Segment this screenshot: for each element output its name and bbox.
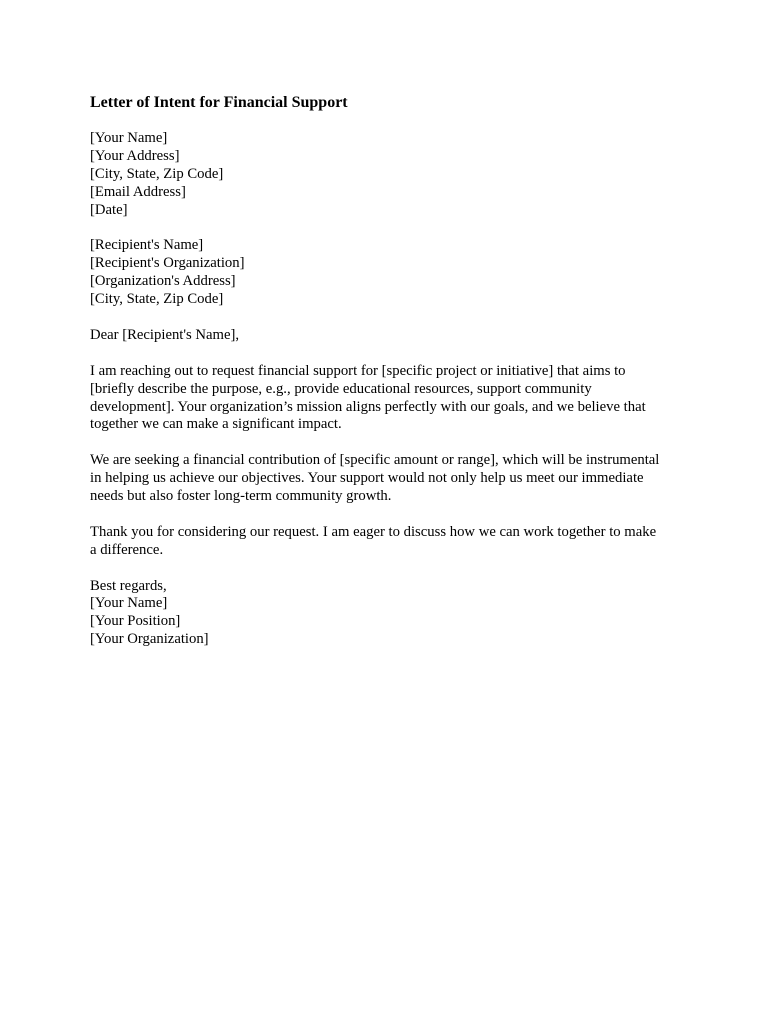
- recipient-address: [Organization's Address]: [90, 273, 236, 290]
- letter-title: Letter of Intent for Financial Support: [90, 94, 348, 111]
- body-paragraph-1: [90, 363, 690, 435]
- paragraph-line: a difference.: [90, 541, 164, 558]
- paragraph-line: [briefly describe the purpose, e.g., provide educational resources, support community: [90, 380, 592, 397]
- paragraph-line: We are seeking a financial contribution of [specific amount or range], which will be instrumental: [90, 452, 660, 469]
- sender-email: [Email Address]: [90, 183, 186, 200]
- paragraph-line: in helping us achieve our objectives. Your support would not only help us meet our immediate: [90, 470, 644, 487]
- salutation: [90, 327, 690, 345]
- sender-name: [Your Name]: [90, 130, 168, 146]
- paragraph-line: development]. Your organization’s mission aligns perfectly with our goals, and we believe that: [90, 398, 646, 415]
- salutation-text: Dear [Recipient's Name],: [90, 326, 240, 343]
- body-paragraph-2: [90, 452, 690, 506]
- paragraph-line: needs but also foster long-term community growth.: [90, 488, 392, 505]
- body-paragraph-3: [90, 524, 690, 560]
- paragraph-line: I am reaching out to request financial support for [specific project or initiative] that aims to: [90, 362, 626, 379]
- valediction: Best regards,: [90, 577, 167, 594]
- recipient-city-state-zip: [City, State, Zip Code]: [90, 291, 224, 308]
- recipient-organization: [Recipient's Organization]: [90, 255, 245, 272]
- letter-document: [90, 93, 690, 667]
- signer-name: [Your Name]: [90, 595, 168, 612]
- recipient-name: [Recipient's Name]: [90, 237, 204, 254]
- recipient-block: [90, 237, 690, 309]
- sender-city-state-zip: [City, State, Zip Code]: [90, 165, 224, 182]
- signer-organization: [Your Organization]: [90, 631, 209, 648]
- letter-date: [Date]: [90, 201, 128, 218]
- paragraph-line: Thank you for considering our request. I am eager to discuss how we can work together to make: [90, 523, 657, 540]
- sender-block: [90, 130, 690, 220]
- closing-block: [90, 578, 690, 650]
- signer-position: [Your Position]: [90, 613, 181, 630]
- paragraph-line: together we can make a significant impact.: [90, 416, 342, 433]
- sender-address: [Your Address]: [90, 147, 180, 164]
